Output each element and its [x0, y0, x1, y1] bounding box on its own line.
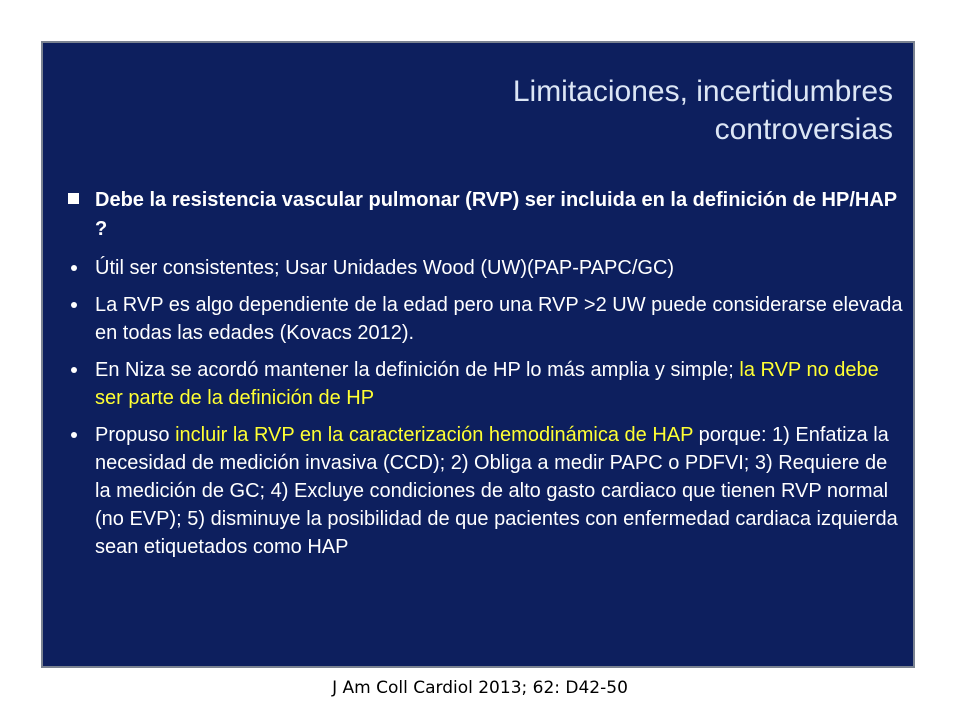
bullet-text: En Niza se acordó mantener la definición de HP lo más amplia y simple;: [95, 359, 740, 381]
slide-title-line-1: Limitaciones, incertidumbres: [512, 75, 893, 108]
bullet-item: [65, 356, 905, 412]
dot-bullet-icon: [71, 432, 77, 438]
dot-bullet-icon: [71, 367, 77, 373]
dot-bullet-icon: [71, 302, 77, 308]
highlighted-text: incluir la RVP en la caracterización hemodinámica de HAP: [175, 424, 694, 446]
slide-panel: [41, 41, 915, 668]
bullet-text: La RVP es algo dependiente de la edad pero una RVP >2 UW puede considerarse elevada en todas las edades (Kovacs 2012).: [95, 294, 903, 344]
citation: J Am Coll Cardiol 2013; 62: D42-50: [332, 678, 628, 698]
bullet-item: [65, 421, 905, 561]
bullet-text: Propuso: [95, 424, 176, 446]
slide-title: [333, 73, 893, 149]
bullet-text: Útil ser consistentes; Usar Unidades Wood (UW)(PAP-PAPC/GC): [95, 257, 675, 279]
bullet-item: [65, 291, 905, 347]
dot-bullet-icon: [71, 265, 77, 271]
square-bullet-icon: [68, 193, 79, 204]
slide-title-line-2: controversias: [714, 113, 893, 146]
bullet-text: porque: 1) Enfatiza la necesidad de medición invasiva (CCD); 2) Obliga a medir PAPC o PDFVI; 3) Requiere de la medición de GC; 4) Excluye condiciones de alto gasto cardiaco que tienen RVP normal (no EVP); 5) disminuye la posibilidad de que pacientes con enfermedad cardiaca izquierda sean etiquetados como HAP: [95, 424, 898, 558]
main-bullet-text: Debe la resistencia vascular pulmonar (RVP) ser incluida en la definición de HP/HAP ?: [95, 189, 897, 240]
highlighted-text: la RVP no debe ser parte de la definición de HP: [95, 359, 879, 409]
bullet-item: [65, 254, 905, 282]
bullet-list: [65, 186, 905, 570]
main-bullet: [65, 186, 905, 244]
